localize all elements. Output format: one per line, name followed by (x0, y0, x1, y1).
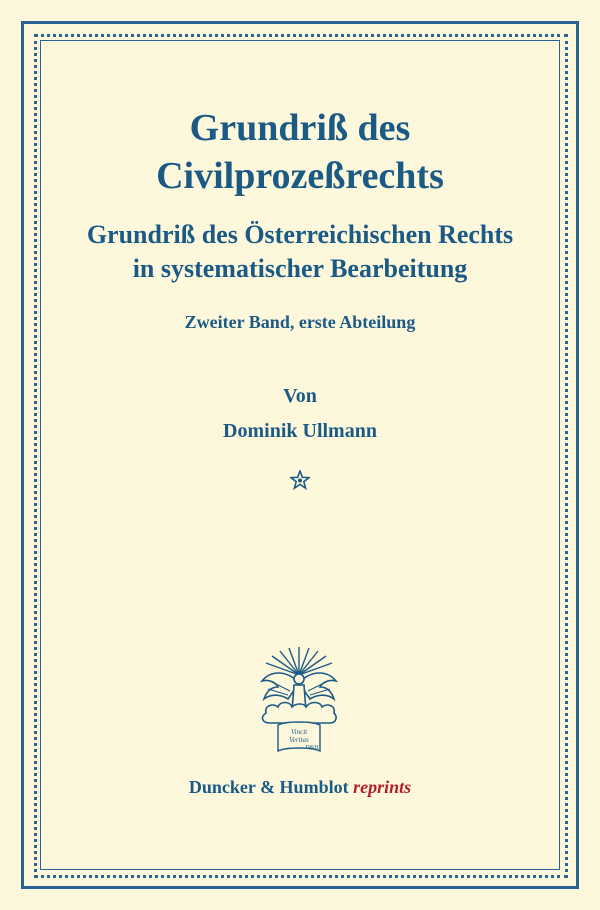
author-name: Dominik Ullmann (223, 420, 377, 442)
star-icon (290, 470, 310, 490)
publisher-imprint: reprints (353, 777, 412, 797)
series-title (0, 218, 600, 286)
publisher-line (0, 776, 600, 798)
series-line-2: in systematischer Bearbeitung (132, 254, 468, 283)
by-label: Von (283, 385, 317, 407)
publisher-name: Duncker & Humblot (188, 777, 349, 797)
volume-info: Zweiter Band, erste Abteilung (184, 312, 416, 332)
title-line-1: Grundriß des (189, 107, 411, 149)
svg-text:Veritas: Veritas (289, 736, 309, 744)
book-title (0, 104, 600, 200)
svg-text:D&H: D&H (305, 745, 319, 751)
series-line-1: Grundriß des Österreichischen Rechts (86, 220, 514, 249)
title-line-2: Civilprozeßrechts (156, 155, 444, 197)
svg-text:Vincit: Vincit (290, 728, 308, 736)
eagle-emblem-icon (256, 645, 342, 755)
